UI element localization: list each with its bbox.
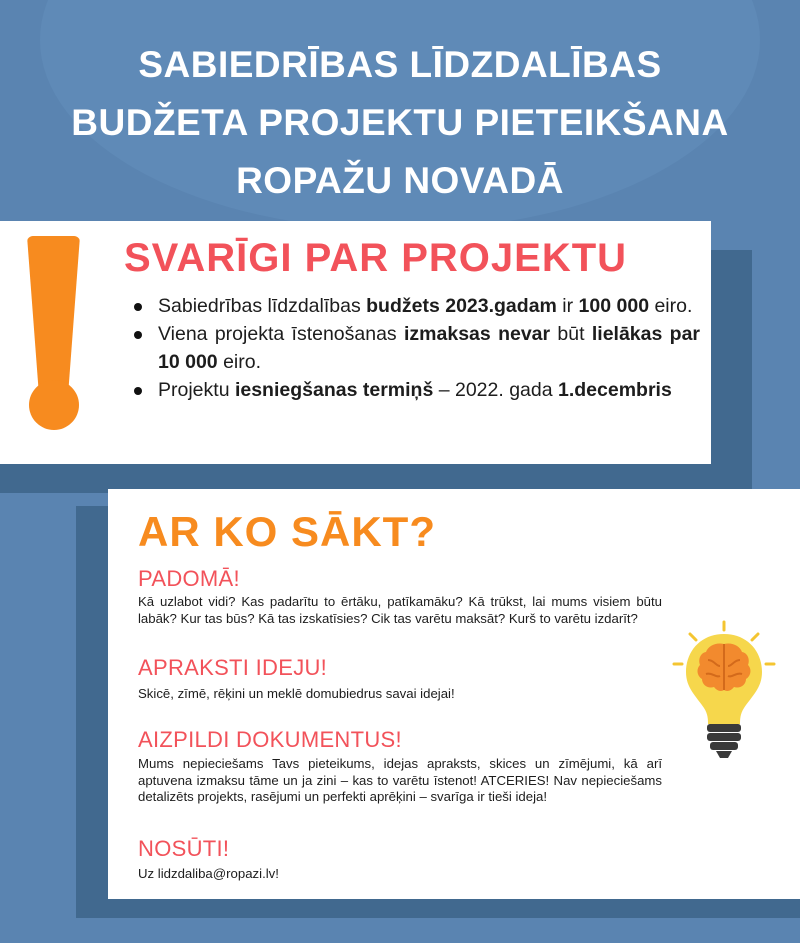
- describe-text: Skicē, zīmē, rēķini un meklē domubiedrus savai idejai!: [138, 686, 455, 701]
- fill-heading: AIZPILDI DOKUMENTUS!: [138, 727, 402, 752]
- page-title: [0, 36, 800, 210]
- fill-text: Mums nepieciešams Tavs pieteikums, idejas apraksts, skices un zīmējumi, kā arī aptuvena izmaksu tāme un ja zini – kas to varētu īstenot! ATCERIES! Nav nepieciešams detalizēts projekts, rasējumi un perfekti aprēķini – svarīga ir tieši ideja!: [138, 756, 662, 804]
- title-line-2: BUDŽETA PROJEKTU PIETEIKŠANA: [71, 102, 729, 143]
- important-list: [130, 292, 700, 404]
- exclamation-dot-icon: [29, 380, 79, 430]
- start-heading: AR KO SĀKT?: [138, 508, 436, 555]
- lightbulb-brain-icon: [670, 620, 778, 760]
- describe-heading: APRAKSTI IDEJU!: [138, 655, 328, 680]
- important-heading: SVARĪGI PAR PROJEKTU: [124, 236, 628, 280]
- think-heading: PADOMĀ!: [138, 566, 240, 591]
- title-line-3: ROPAŽU NOVADĀ: [236, 160, 564, 201]
- title-line-1: SABIEDRĪBAS LĪDZDALĪBAS: [138, 44, 662, 85]
- list-item-cost-limit: Viena projekta īstenošanas izmaksas nevar būt lielākas par 10 000 eiro.: [130, 320, 700, 376]
- list-item-deadline: Projektu iesniegšanas termiņš – 2022. gada 1.decembris: [130, 376, 700, 404]
- list-item-budget: Sabiedrības līdzdalības budžets 2023.gadam ir 100 000 eiro.: [130, 292, 700, 320]
- think-text: Kā uzlabot vidi? Kas padarītu to ērtāku, patīkamāku? Kā trūkst, lai mums visiem būtu labāk? Kur tas būs? Kā tas izskatīsies? Cik tas varētu maksāt? Kurš to varētu izdarīt?: [138, 594, 662, 626]
- send-text: Uz lidzdaliba@ropazi.lv!: [138, 866, 279, 881]
- send-heading: NOSŪTI!: [138, 836, 230, 861]
